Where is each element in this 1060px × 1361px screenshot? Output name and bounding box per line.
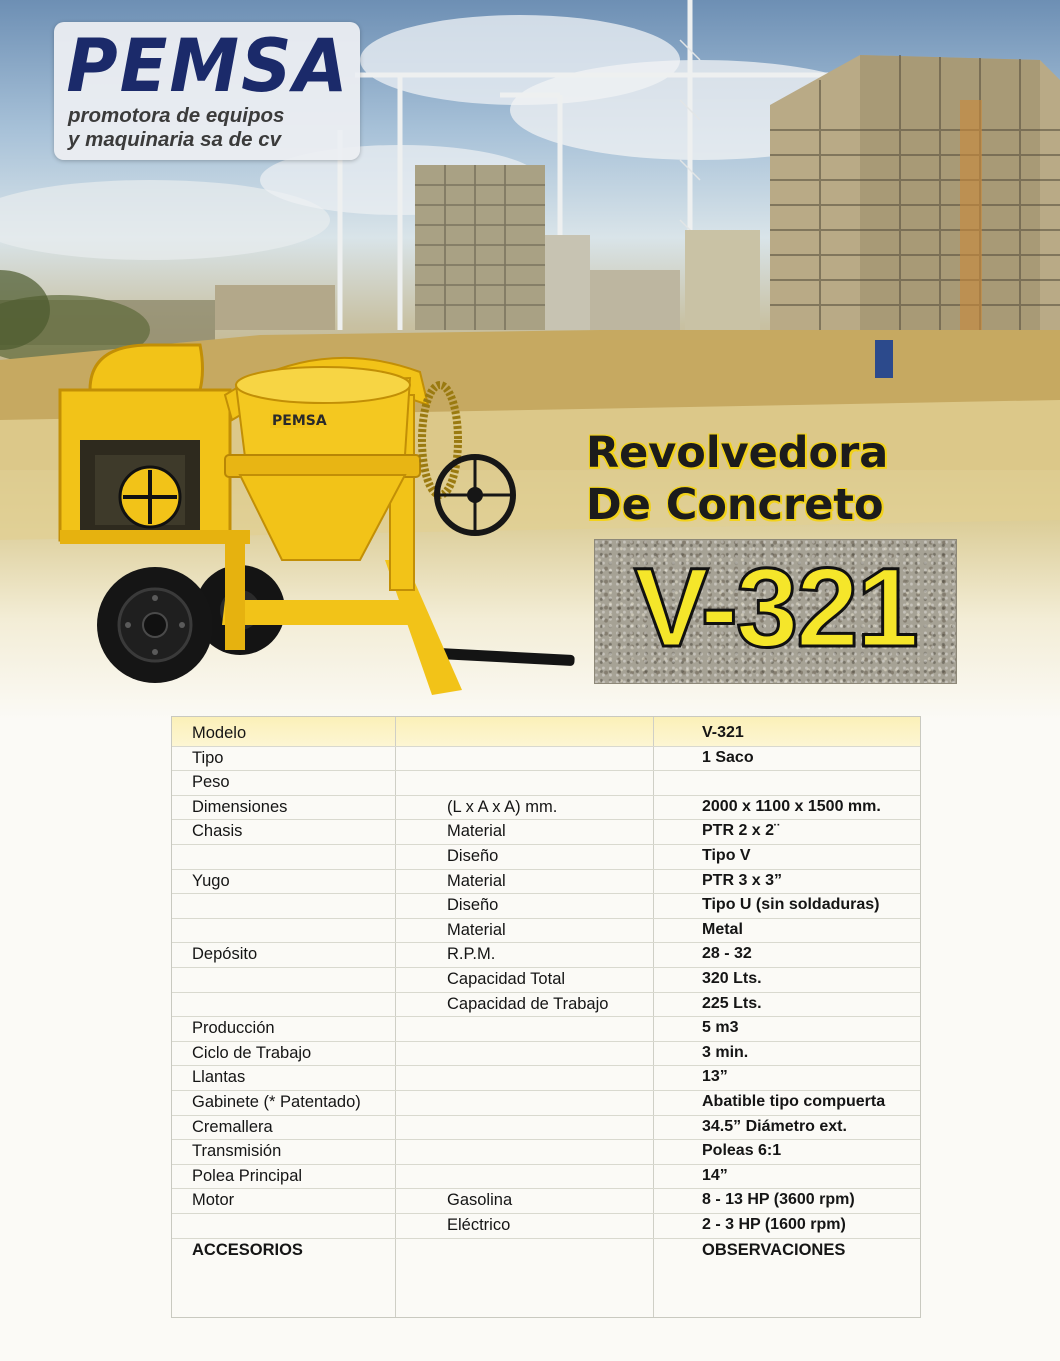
spec-value: Tipo V bbox=[702, 847, 751, 864]
spec-value: PTR 3 x 3” bbox=[702, 872, 783, 889]
spec-sublabel: (L x A x A) mm. bbox=[447, 798, 558, 816]
spec-label: Chasis bbox=[192, 822, 243, 840]
spec-value: Metal bbox=[702, 921, 743, 938]
spec-value: Poleas 6:1 bbox=[702, 1142, 782, 1159]
spec-sublabel: Material bbox=[447, 921, 506, 939]
spec-sublabel: Diseño bbox=[447, 896, 499, 914]
logo-subtitle-line2: y maquinaria sa de cv bbox=[68, 128, 282, 151]
spec-value: V-321 bbox=[702, 724, 744, 741]
spec-sublabel: Material bbox=[447, 822, 506, 840]
spec-label: Cremallera bbox=[192, 1118, 273, 1136]
building-right bbox=[770, 55, 1060, 330]
accessories-heading: ACCESORIOS bbox=[192, 1241, 303, 1259]
column-divider bbox=[653, 717, 654, 1317]
spec-label: Producción bbox=[192, 1019, 275, 1037]
logo-brand: PEMSA bbox=[66, 22, 350, 110]
spec-label: Polea Principal bbox=[192, 1167, 303, 1185]
row-divider bbox=[172, 1065, 920, 1066]
spec-value: 3 min. bbox=[702, 1044, 749, 1061]
mixer-badge: PEMSA bbox=[272, 413, 327, 429]
spec-label: Modelo bbox=[192, 724, 247, 742]
spec-value: 1 Saco bbox=[702, 749, 754, 766]
spec-value: 2 - 3 HP (1600 rpm) bbox=[702, 1216, 846, 1233]
row-divider bbox=[172, 819, 920, 820]
spec-value: 2000 x 1100 x 1500 mm. bbox=[702, 798, 881, 815]
row-divider bbox=[172, 770, 920, 771]
row-divider bbox=[172, 1139, 920, 1140]
spec-sublabel: Gasolina bbox=[447, 1191, 513, 1209]
spec-label: Yugo bbox=[192, 872, 230, 890]
row-divider bbox=[172, 1115, 920, 1116]
spec-value: Abatible tipo compuerta bbox=[702, 1093, 886, 1110]
spec-label: Peso bbox=[192, 773, 230, 791]
row-divider bbox=[172, 1041, 920, 1042]
spec-sublabel: R.P.M. bbox=[447, 945, 496, 963]
spec-sublabel: Eléctrico bbox=[447, 1216, 511, 1234]
spec-table bbox=[171, 716, 921, 1318]
spec-label: Motor bbox=[192, 1191, 235, 1209]
spec-sublabel: Capacidad de Trabajo bbox=[447, 995, 609, 1013]
spec-value: 8 - 13 HP (3600 rpm) bbox=[702, 1191, 855, 1208]
row-divider bbox=[172, 746, 920, 747]
row-divider bbox=[172, 893, 920, 894]
row-divider bbox=[172, 795, 920, 796]
product-title-line1: Revolvedora bbox=[586, 428, 889, 478]
spec-value: 225 Lts. bbox=[702, 995, 762, 1012]
column-divider bbox=[395, 717, 396, 1317]
spec-sublabel: Capacidad Total bbox=[447, 970, 566, 988]
company-logo bbox=[54, 22, 360, 160]
spec-value: 14” bbox=[702, 1167, 728, 1184]
row-divider bbox=[172, 869, 920, 870]
observations-heading: OBSERVACIONES bbox=[702, 1241, 846, 1259]
spec-label: Gabinete (* Patentado) bbox=[192, 1093, 361, 1111]
row-divider bbox=[172, 918, 920, 919]
row-divider bbox=[172, 1238, 920, 1239]
spec-value: 34.5” Diámetro ext. bbox=[702, 1118, 847, 1135]
row-divider bbox=[172, 1213, 920, 1214]
spec-label: Dimensiones bbox=[192, 798, 288, 816]
row-divider bbox=[172, 1164, 920, 1165]
row-divider bbox=[172, 992, 920, 993]
spec-sublabel: Diseño bbox=[447, 847, 499, 865]
row-divider bbox=[172, 1090, 920, 1091]
building-middle bbox=[415, 165, 760, 330]
row-divider bbox=[172, 942, 920, 943]
model-panel bbox=[594, 539, 957, 684]
spec-label: Ciclo de Trabajo bbox=[192, 1044, 312, 1062]
spec-value: 13” bbox=[702, 1068, 728, 1085]
spec-value: 5 m3 bbox=[702, 1019, 739, 1036]
spec-value: 320 Lts. bbox=[702, 970, 762, 987]
spec-value: Tipo U (sin soldaduras) bbox=[702, 896, 880, 913]
spec-value: 28 - 32 bbox=[702, 945, 752, 962]
spec-sublabel: Material bbox=[447, 872, 506, 890]
spec-label: Depósito bbox=[192, 945, 258, 963]
spec-label: Llantas bbox=[192, 1068, 246, 1086]
product-title-line2: De Concreto bbox=[586, 480, 884, 530]
row-divider bbox=[172, 967, 920, 968]
spec-value: PTR 2 x 2¨ bbox=[702, 822, 780, 839]
row-divider bbox=[172, 1188, 920, 1189]
spec-label: Tipo bbox=[192, 749, 224, 767]
logo-subtitle-line1: promotora de equipos bbox=[68, 104, 285, 127]
row-divider bbox=[172, 844, 920, 845]
header-row-highlight bbox=[172, 717, 920, 747]
model-number: V-321 bbox=[634, 545, 917, 670]
spec-label: Transmisión bbox=[192, 1142, 282, 1160]
row-divider bbox=[172, 1016, 920, 1017]
